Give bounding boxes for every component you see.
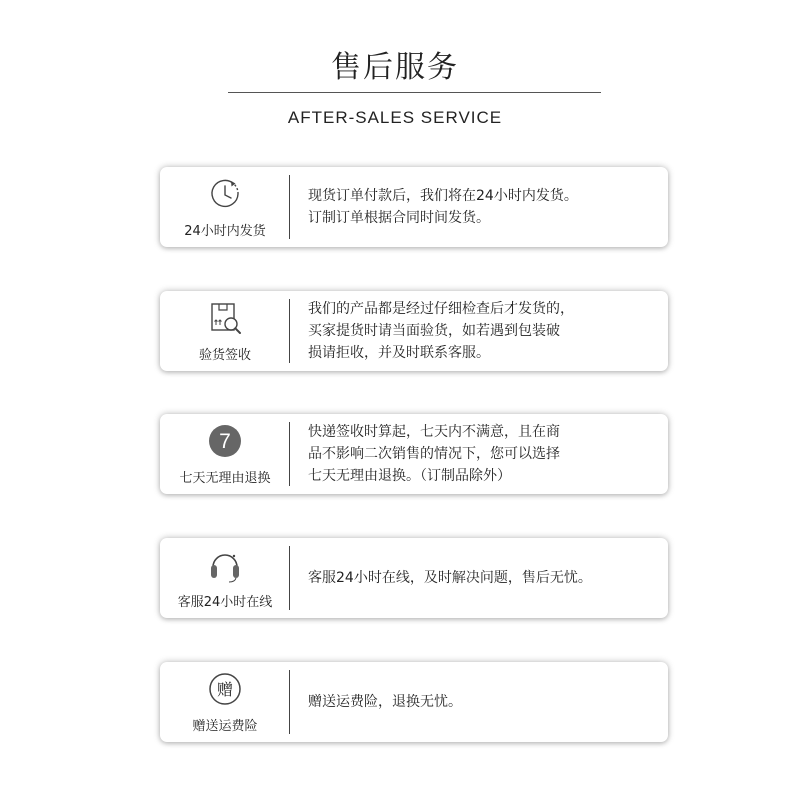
service-card-returns <box>160 414 668 494</box>
card-icon-panel <box>160 538 290 618</box>
card-icon-panel <box>160 167 290 247</box>
card-text-line: 客服24小时在线，及时解决问题，售后无忧。 <box>308 570 592 586</box>
card-text-line: 赠送运费险，退换无忧。 <box>308 694 462 710</box>
service-card-insurance <box>160 662 668 742</box>
seven-badge-digit: 7 <box>219 430 231 453</box>
card-description <box>308 298 650 364</box>
card-text-line: 我们的产品都是经过仔细检查后才发货的， <box>308 301 574 317</box>
card-text-line: 现货订单付款后，我们将在24小时内发货。 <box>308 188 578 204</box>
service-card-shipping <box>160 167 668 247</box>
card-text-line: 损请拒收，并及时联系客服。 <box>308 345 490 361</box>
card-icon-panel <box>160 414 290 494</box>
headset-icon <box>207 547 243 583</box>
card-description <box>308 691 650 713</box>
gift-circle-icon <box>207 671 243 707</box>
card-label: 24小时内发货 <box>184 224 266 239</box>
service-card-support <box>160 538 668 618</box>
card-label: 赠送运费险 <box>192 719 258 734</box>
card-text-line: 订制订单根据合同时间发货。 <box>308 210 490 226</box>
card-text-line: 品不影响二次销售的情况下，您可以选择 <box>308 446 560 462</box>
card-label: 验货签收 <box>198 348 251 363</box>
card-divider <box>289 670 290 734</box>
card-label: 客服24小时在线 <box>177 595 273 610</box>
service-card-inspection <box>160 291 668 371</box>
title-divider <box>228 92 601 93</box>
card-text-line: 快递签收时算起，七天内不满意，且在商 <box>308 424 560 440</box>
seven-badge-icon <box>207 423 243 459</box>
clock-rotate-icon <box>207 176 243 212</box>
page-subtitle: AFTER-SALES SERVICE <box>287 108 503 127</box>
card-divider <box>289 546 290 610</box>
card-divider <box>289 422 290 486</box>
card-label: 七天无理由退换 <box>179 471 271 486</box>
card-divider <box>289 175 290 239</box>
gift-circle-char: 赠 <box>216 680 234 699</box>
card-icon-panel <box>160 662 290 742</box>
page-title: 售后服务 <box>331 50 459 85</box>
card-icon-panel <box>160 291 290 371</box>
card-description <box>308 567 650 589</box>
package-inspect-icon <box>207 300 243 336</box>
card-description <box>308 421 650 487</box>
card-text-line: 七天无理由退换。（订制品除外） <box>308 468 511 484</box>
card-divider <box>289 299 290 363</box>
card-description <box>308 185 650 229</box>
card-text-line: 买家提货时请当面验货，如若遇到包装破 <box>308 323 560 339</box>
